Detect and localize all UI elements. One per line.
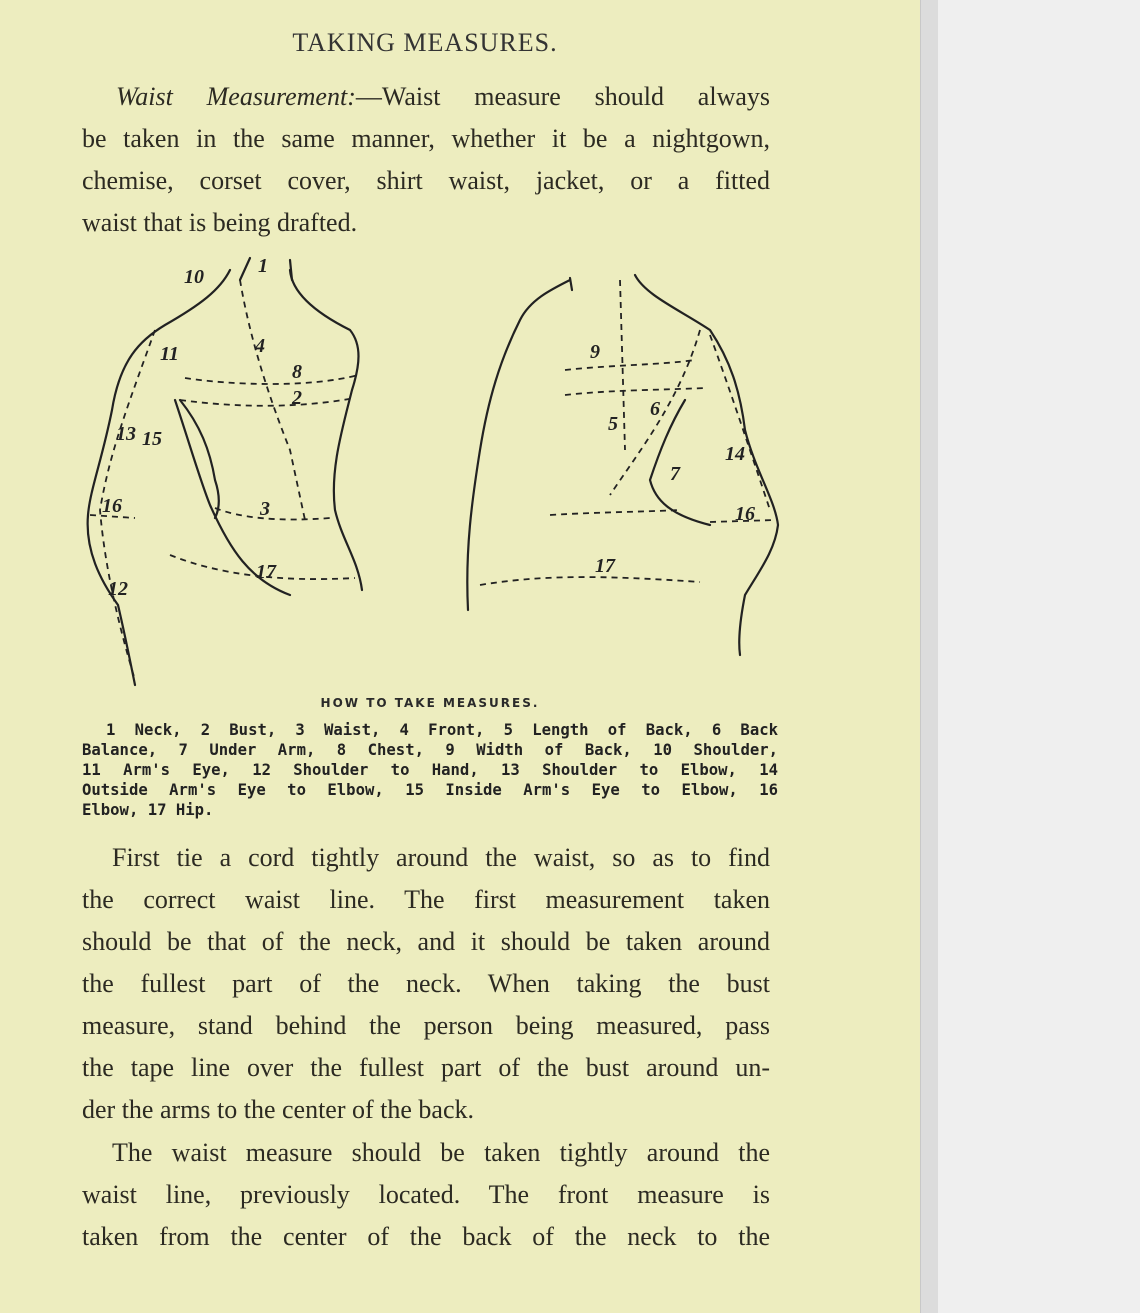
intro-line-1: —Waist measure should always <box>355 82 770 111</box>
label-16-back: 16 <box>735 503 755 525</box>
label-14: 14 <box>725 443 745 465</box>
label-15: 15 <box>142 428 162 450</box>
para2-line-4: the fullest part of the neck. When taking the bust <box>82 969 770 998</box>
intro-line-4: waist that is being drafted. <box>82 208 358 237</box>
label-13: 13 <box>116 423 136 445</box>
intro-line-2: be taken in the same manner, whether it be a nightgown, <box>82 124 770 153</box>
label-4: 4 <box>255 335 265 357</box>
caption-line-2: Balance, 7 Under Arm, 8 Chest, 9 Width of Back, 10 Shoulder, <box>82 741 778 759</box>
front-torso-left <box>180 400 219 518</box>
para2-line-2: the correct waist line. The first measurement taken <box>82 885 770 914</box>
back-hip-line <box>480 577 700 585</box>
label-9: 9 <box>590 341 600 363</box>
back-width-line <box>565 360 695 370</box>
front-neck-left <box>240 258 250 280</box>
caption-line-3: 11 Arm's Eye, 12 Shoulder to Hand, 13 Shoulder to Elbow, 14 <box>82 761 778 779</box>
intro-paragraph <box>82 76 770 244</box>
figure-caption <box>82 720 778 820</box>
back-outside-arm-line <box>710 335 770 510</box>
para2-line-3: should be that of the neck, and it should be taken around <box>82 927 770 956</box>
figure-caption-title: HOW TO TAKE MEASURES. <box>320 696 540 710</box>
label-17-back: 17 <box>595 555 615 577</box>
page-heading: TAKING MEASURES. <box>292 28 558 57</box>
label-16-front: 16 <box>102 495 122 517</box>
caption-line-5: Elbow, 17 Hip. <box>82 801 214 819</box>
intro-line-3: chemise, corset cover, shirt waist, jacket, or a fitted <box>82 166 770 195</box>
caption-line-1: 1 Neck, 2 Bust, 3 Waist, 4 Front, 5 Length of Back, 6 Back <box>106 721 778 739</box>
waist-measurement-label: Waist Measurement: <box>116 82 356 111</box>
caption-line-4: Outside Arm's Eye to Elbow, 15 Inside Arm's Eye to Elbow, 16 <box>82 781 778 799</box>
label-12: 12 <box>108 578 128 600</box>
para2-line-6: the tape line over the fullest part of the bust around un- <box>82 1053 770 1082</box>
back-body-left <box>467 280 570 610</box>
front-body-side <box>290 270 362 590</box>
front-chest-line <box>185 375 358 384</box>
para3-line-1: The waist measure should be taken tightly around the <box>112 1138 770 1167</box>
label-8: 8 <box>292 361 302 383</box>
front-bust-line <box>180 398 355 406</box>
front-arm-outer <box>88 270 230 685</box>
label-2: 2 <box>292 387 302 409</box>
label-1: 1 <box>258 255 268 277</box>
para3-line-3: taken from the center of the back of the neck to the <box>82 1222 770 1251</box>
label-17-front: 17 <box>256 561 276 583</box>
paragraph-3 <box>82 1132 770 1258</box>
label-6: 6 <box>650 398 660 420</box>
label-10: 10 <box>184 266 204 288</box>
para2-line-5: measure, stand behind the person being measured, pass <box>82 1011 770 1040</box>
label-5: 5 <box>608 413 618 435</box>
label-11: 11 <box>160 343 179 365</box>
page-gutter <box>920 0 939 1313</box>
para2-line-7: der the arms to the center of the back. <box>82 1095 474 1124</box>
para3-line-2: waist line, previously located. The front measure is <box>82 1180 770 1209</box>
paragraph-2 <box>82 837 770 1131</box>
thumbnail-sidebar <box>938 0 1140 1313</box>
para2-line-1: First tie a cord tightly around the waist, so as to find <box>112 843 770 872</box>
back-waist-line <box>550 510 680 515</box>
back-neck <box>570 278 572 290</box>
label-7: 7 <box>670 463 680 485</box>
back-chest-line <box>565 388 705 395</box>
front-waist-line <box>215 508 330 520</box>
measurement-diagram <box>80 250 790 695</box>
back-arm-outer <box>635 275 778 655</box>
label-3: 3 <box>260 498 270 520</box>
